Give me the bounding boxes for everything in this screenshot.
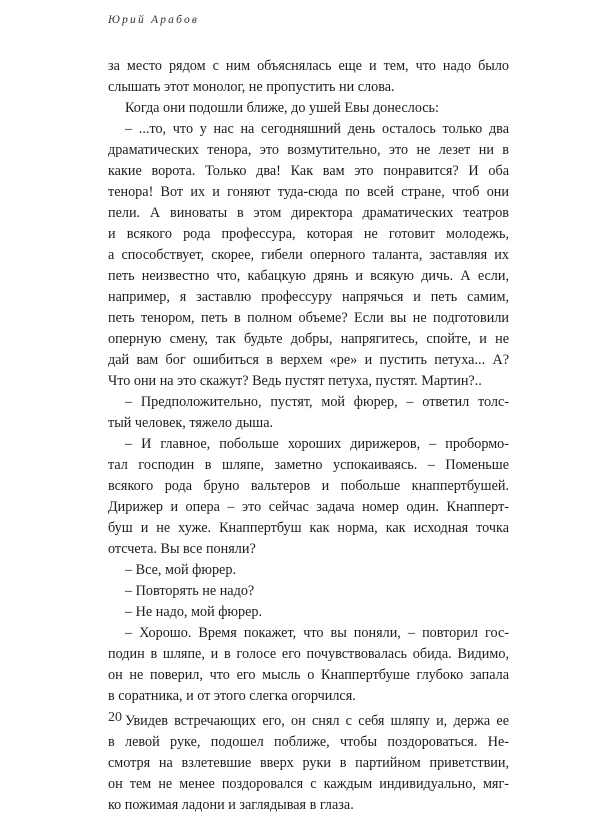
text-line: подин в шляпе, и в голосе его почувствовалась обида. Видимо, [108,646,509,662]
text-line: – Повторять не надо? [125,583,255,599]
text-line: всякого рода бруно вальтеров и побольше кнаппертбушей. [108,478,509,494]
text-line: какие ворота. Только два! Как вам это понравится? И оба [108,163,509,179]
paragraph [108,602,509,623]
text-line: петь неизвестно что, кабацкую дрянь и всякую дичь. А если, [108,268,509,284]
text-line: тый человек, тяжело дыша. [108,415,274,431]
text-line: тал господин в шляпе, заметно успокаиваясь. – Поменьше [108,457,509,473]
text-line: Что они на это скажут? Ведь пустят петуха, пустят. Мартин?.. [108,373,482,389]
text-line: – ...то, что у нас на сегодняшний день осталось только два [125,121,509,137]
text-line: за место рядом с ним объяснялась еще и тем, что надо было [108,58,509,74]
paragraph [108,623,509,707]
text-line: он не поверил, что его мысль о Кнаппертбуше глубоко запала [108,667,509,683]
text-line: – Предположительно, пустят, мой фюрер, – ответил толс- [125,394,509,410]
text-line: петь тенором, петь в полном объеме? Если вы не подготовили [108,310,509,326]
text-line: в соратника, и от этого слегка огорчился. [108,688,356,704]
paragraph [108,560,509,581]
text-line: отсчета. Вы все поняли? [108,541,256,557]
text-line: буш и не хуже. Кнаппертбуш как норма, как исходная точка [108,520,509,536]
text-line: а способствует, скорее, гибели оперного таланта, заставляя их [108,247,509,263]
text-line: тенора! Вот их и гоняют туда-сюда по всей стране, чтоб они [108,184,509,200]
running-head: Юрий Арабов [108,14,200,26]
text-line: пели. А виноваты в этом директора драматических театров [108,205,509,221]
text-line: Увидев встречающих его, он снял с себя шляпу и, держа ее [125,713,509,729]
paragraph [108,56,509,98]
text-line: слышать этот монолог, не пропустить ни слова. [108,79,395,95]
paragraph [108,98,509,119]
paragraph [108,119,509,392]
paragraph [108,581,509,602]
page-number: 20 [108,710,122,725]
text-line: – Не надо, мой фюрер. [125,604,263,620]
text-line: оперную смену, так будьте добры, напрягитесь, спойте, и не [108,331,509,347]
text-line: Дирижер и опера – это сейчас задача номер один. Кнапперт- [108,499,509,515]
text-line: – Все, мой фюрер. [125,562,236,578]
text-line: и всякого рода профессура, которая не готовит молодежь, [108,226,509,242]
text-line: – И главное, побольше хороших дирижеров, – пробормо- [125,436,509,452]
text-line: драматических тенора, это возмутительно, это не лезет ни в [108,142,509,158]
text-line: он тем не менее поздоровался с каждым индивидуально, мяг- [108,776,509,792]
paragraph [108,392,509,434]
body-text [108,56,509,816]
text-line: дай вам бог ошибиться в верхем «ре» и пустить петуха... А? [108,352,509,368]
text-line: ко пожимая ладони и заглядывая в глаза. [108,797,354,813]
paragraph [108,711,509,816]
text-line: в левой руке, подошел поближе, чтобы поздороваться. Не- [108,734,509,750]
text-line: например, я заставлю профессуру напрячься и петь самим, [108,289,509,305]
text-line: смотря на взлетевшие вверх руки в партийном приветствии, [108,755,509,771]
text-line: Когда они подошли ближе, до ушей Евы донеслось: [125,100,439,116]
text-line: – Хорошо. Время покажет, что вы поняли, – повторил гос- [125,625,509,641]
paragraph [108,434,509,560]
